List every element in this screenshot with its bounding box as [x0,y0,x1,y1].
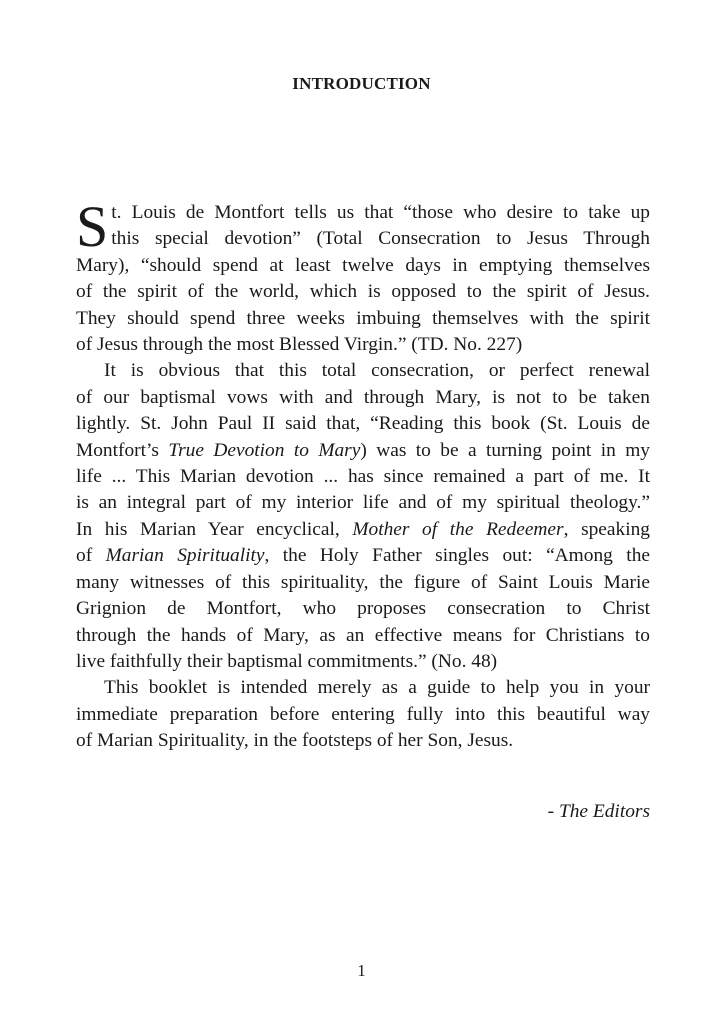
text-segment: This booklet is intended merely as a guide to help you in your [104,677,650,699]
paragraph [76,358,650,675]
text-line [76,649,650,675]
text-line [76,332,650,358]
italic-text: Mother of the Redeemer [352,518,564,540]
text-segment: life ... This Marian devotion ... has since remained a part of me. It [76,466,650,488]
text-segment: They should spend three weeks imbuing themselves with the spirit [76,307,650,329]
text-line [76,438,650,464]
text-line [76,543,650,569]
text-segment: In his Marian Year encyclical, [76,518,353,540]
text-segment: t. Louis de Montfort tells us that “those who desire to take up [111,202,650,223]
text-line [76,675,650,701]
text-line [76,728,650,754]
text-segment: many witnesses of this spirituality, the figure of Saint Louis Marie [76,571,650,593]
text-segment: ) was to be a turning point in my [360,439,650,461]
text-segment: Grignion de Montfort, who proposes consecration to Christ [76,598,650,620]
text-line [76,464,650,490]
text-line [76,358,650,384]
text-segment: through the hands of Mary, as an effective means for Christians to [76,624,650,646]
text-segment: Montfort’s [76,439,169,461]
text-line [76,570,650,596]
text-segment: of Marian Spirituality, in the footsteps of her Son, Jesus. [76,730,514,752]
text-segment: It is obvious that this total consecration, or perfect renewal [104,360,650,382]
text-segment: of Jesus through the most Blessed Virgin.” (TD. No. 227) [76,334,523,356]
signature-prefix: - [547,801,559,822]
text-line [76,306,650,332]
text-line [76,253,650,279]
text-line [76,490,650,516]
italic-text: True Devotion to Mary [168,439,361,461]
page-number: 1 [357,961,366,980]
text-segment: is an integral part of my interior life and of my spiritual theology.” [76,492,650,514]
text-line [76,517,650,543]
text-line [76,200,650,226]
text-line [76,385,650,411]
drop-cap: S [76,194,109,259]
text-segment: , speaking [563,518,650,540]
italic-text: Marian Spirituality [105,545,265,567]
signature [548,801,650,823]
text-segment: of the spirit of the world, which is opposed to the spirit of Jesus. [76,281,650,303]
paragraph [76,194,650,358]
text-segment: of our baptismal vows with and through Mary, is not to be taken [76,386,650,408]
text-segment: , the Holy Father singles out: “Among the [264,545,650,567]
text-line [76,279,650,305]
text-line [76,596,650,622]
text-line [76,411,650,437]
page-title: INTRODUCTION [292,74,431,93]
paragraph [76,675,650,754]
paragraph-container [76,194,650,755]
text-line [76,623,650,649]
text-segment: of [76,545,106,567]
text-segment: Mary), “should spend at least twelve days in emptying themselves [76,254,650,276]
text-segment: this special devotion” (Total Consecration to Jesus Through [111,228,650,250]
text-segment: lightly. St. John Paul II said that, “Reading this book (St. Louis de [76,413,650,435]
body-text [76,194,650,755]
text-segment: immediate preparation before entering fully into this beautiful way [76,703,650,725]
text-line [76,226,650,252]
text-line [76,702,650,728]
text-segment: live faithfully their baptismal commitments.” (No. 48) [76,650,498,672]
signature-name: The Editors [558,801,650,822]
